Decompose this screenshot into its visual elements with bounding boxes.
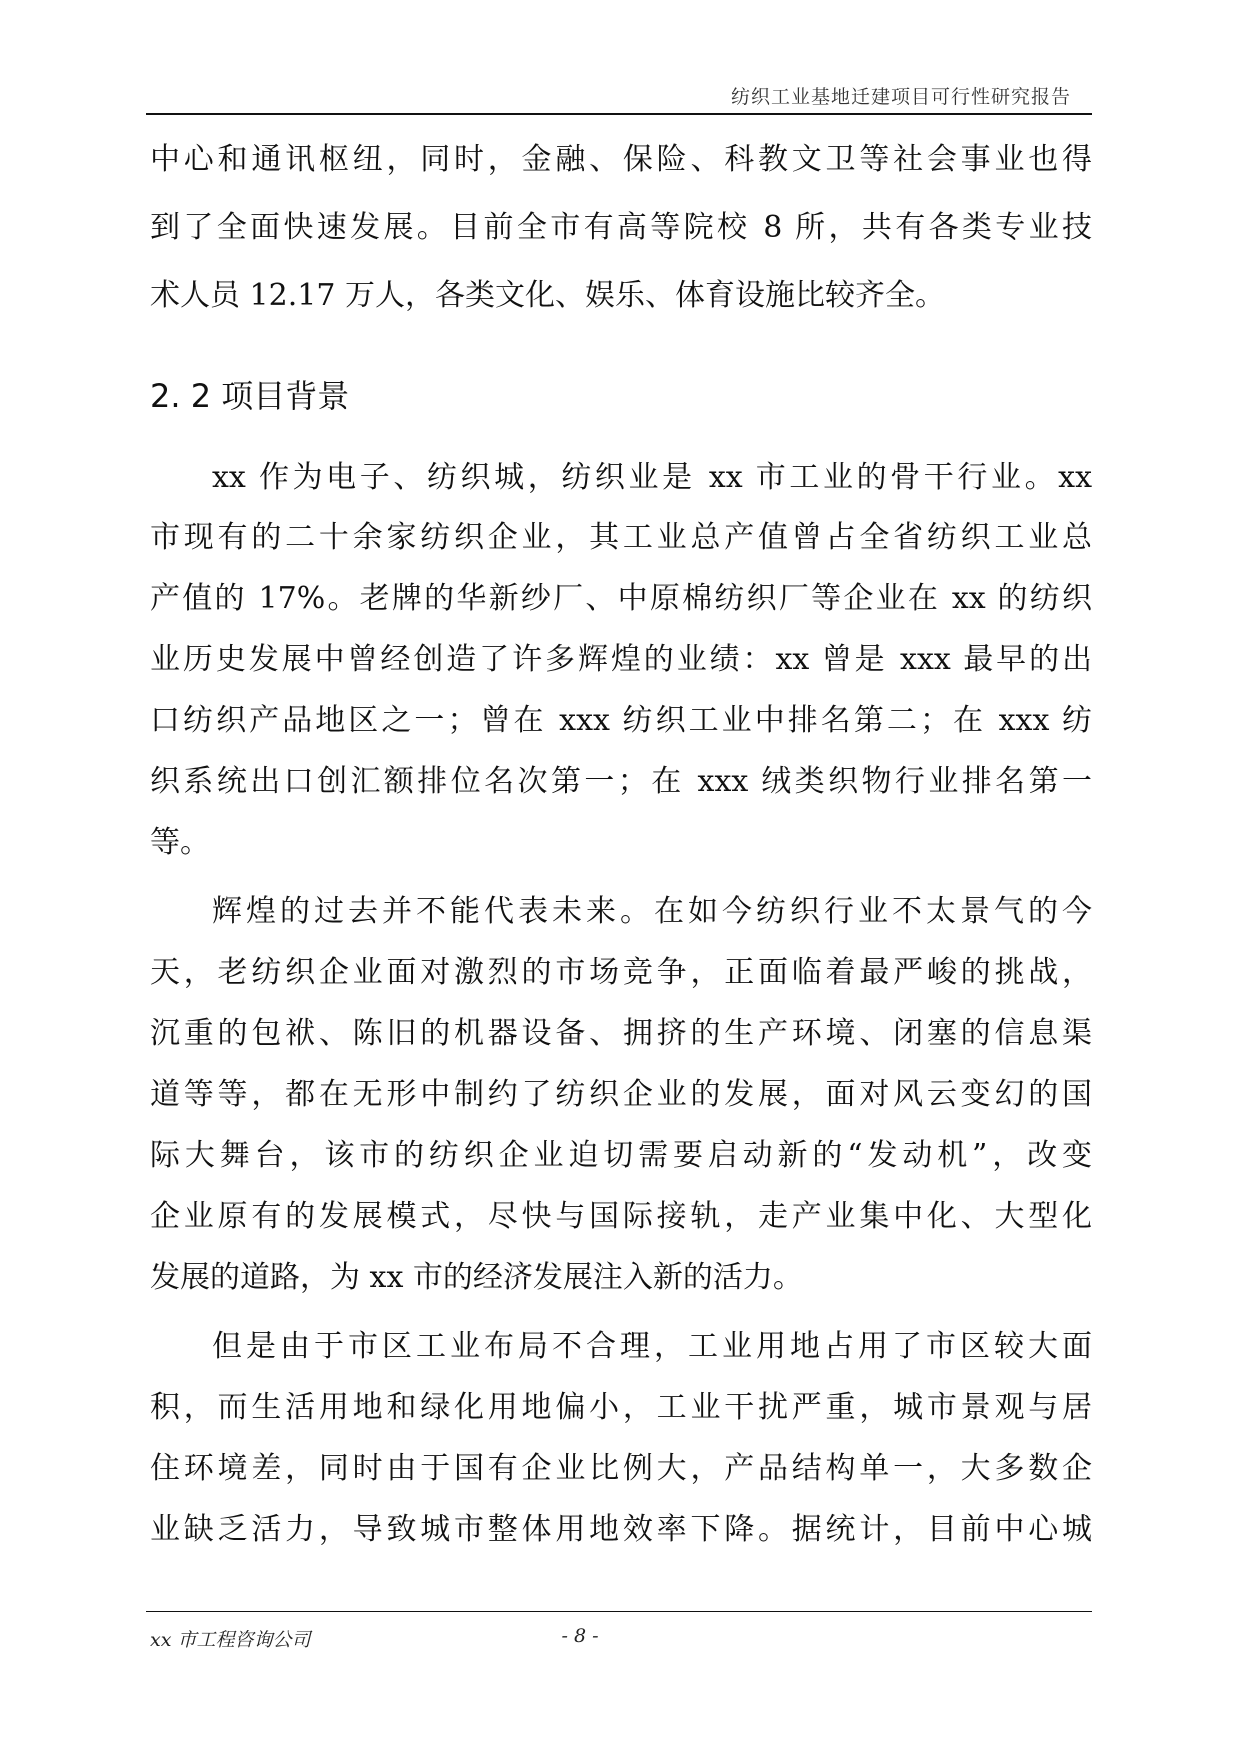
text-line: 住环境差，同时由于国有企业比例大，产品结构单一，大多数企 xyxy=(150,1451,1092,1486)
footer-company-name: xx 市工程咨询公司 xyxy=(150,1629,311,1651)
text-line: 积，而生活用地和绿化用地偏小，工业干扰严重，城市景观与居 xyxy=(150,1390,1092,1425)
text-line: 织系统出口创汇额排位名次第一；在 xxx 绒类织物行业排名第一 xyxy=(150,764,1092,799)
text-line: 道等等，都在无形中制约了纺织企业的发展，面对风云变幻的国 xyxy=(150,1077,1092,1112)
text-line: 沉重的包袱、陈旧的机器设备、拥挤的生产环境、闭塞的信息渠 xyxy=(150,1016,1092,1051)
document-header-title: 纺织工业基地迁建项目可行性研究报告 xyxy=(730,86,1071,108)
text-line: 产值的 17%。老牌的华新纱厂、中原棉纺织厂等企业在 xx 的纺织 xyxy=(150,581,1092,616)
text-line: 市现有的二十余家纺织企业，其工业总产值曾占全省纺织工业总 xyxy=(150,520,1092,555)
text-line: 辉煌的过去并不能代表未来。在如今纺织行业不太景气的今 xyxy=(212,894,1092,929)
section-heading: 2. 2 项目背景 xyxy=(150,377,350,415)
text-line: 等。 xyxy=(150,825,210,860)
text-line: 天，老纺织企业面对激烈的市场竞争，正面临着最严峻的挑战， xyxy=(150,955,1092,990)
text-line: 企业原有的发展模式，尽快与国际接轨，走产业集中化、大型化 xyxy=(150,1199,1092,1234)
text-line: 业缺乏活力，导致城市整体用地效率下降。据统计，目前中心城 xyxy=(150,1512,1092,1547)
text-line: 发展的道路，为 xx 市的经济发展注入新的活力。 xyxy=(150,1260,803,1295)
text-line: 口纺织产品地区之一；曾在 xxx 纺织工业中排名第二；在 xxx 纺 xyxy=(150,703,1092,738)
header-divider xyxy=(146,113,1092,115)
footer-divider xyxy=(146,1611,1092,1612)
text-line: 术人员 12.17 万人，各类文化、娱乐、体育设施比较齐全。 xyxy=(150,278,945,313)
text-line: 际大舞台，该市的纺织企业迫切需要启动新的“发动机”，改变 xyxy=(150,1138,1092,1173)
text-line: 到了全面快速发展。目前全市有高等院校 8 所，共有各类专业技 xyxy=(150,210,1092,245)
text-line: xx 作为电子、纺织城，纺织业是 xx 市工业的骨干行业。xx xyxy=(212,460,1092,495)
text-line: 业历史发展中曾经创造了许多辉煌的业绩：xx 曾是 xxx 最早的出 xyxy=(150,642,1092,677)
text-line: 中心和通讯枢纽，同时，金融、保险、科教文卫等社会事业也得 xyxy=(150,142,1092,177)
page-number: - 8 - xyxy=(561,1625,599,1647)
text-line: 但是由于市区工业布局不合理，工业用地占用了市区较大面 xyxy=(212,1329,1092,1364)
